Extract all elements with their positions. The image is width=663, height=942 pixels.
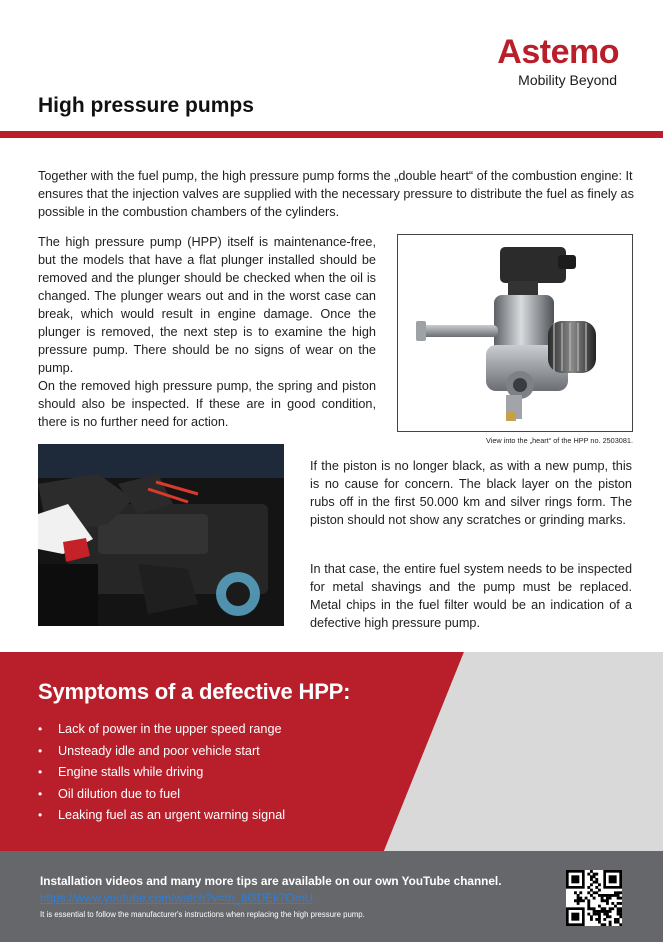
inspection-text: On the removed high pressure pump, the spring and piston should also be inspected. If these are in good condition, there is no further need for action.	[38, 379, 376, 429]
bullet-icon: •	[38, 786, 43, 801]
symptoms-list	[38, 721, 285, 829]
title-divider	[0, 131, 663, 138]
page-title: High pressure pumps	[38, 94, 254, 117]
symptom-item: • Unsteady idle and poor vehicle start	[38, 743, 285, 765]
piston-paragraph: If the piston is no longer black, as with a new pump, this is no cause for concern. The black layer on the piston rubs off in the first 50.000 km and silver rings form. The piston should not show any scratches or grinding marks.	[310, 459, 632, 527]
symptom-item: • Leaking fuel as an urgent warning signal	[38, 807, 285, 829]
brand-name: Astemo	[497, 33, 619, 71]
intro-paragraph: Together with the fuel pump, the high pressure pump forms the „double heart“ of the combustion engine: It ensures that the injection valves are supplied with the necessary pressure to distribute the fuel as finely as possible in the combustion chambers of the cylinders.	[38, 169, 634, 219]
footer-youtube-text: Installation videos and many more tips are available on our own YouTube channel.	[40, 874, 502, 888]
engine-bay-photo	[38, 444, 284, 626]
bullet-icon: •	[38, 808, 43, 822]
bullet-icon: •	[38, 765, 43, 779]
bullet-icon: •	[38, 722, 43, 736]
symptom-item: • Oil dilution due to fuel	[38, 786, 285, 808]
symptom-item: • Engine stalls while driving	[38, 764, 285, 786]
bullet-icon: •	[38, 743, 43, 758]
brand-logo	[497, 34, 619, 88]
symptom-item: • Lack of power in the upper speed range	[38, 721, 285, 743]
pump-image-caption: View into the „heart“ of the HPP no. 2503081.	[486, 436, 633, 445]
engine-bay-illustration	[38, 444, 284, 626]
pump-illustration	[398, 235, 632, 431]
symptoms-heading: Symptoms of a defective HPP:	[38, 679, 351, 704]
brand-tagline: Mobility Beyond	[518, 72, 617, 88]
youtube-link[interactable]: https://www.youtube.com/watch?v=m_8GDEk7OmU	[40, 891, 314, 905]
maintenance-text: The high pressure pump (HPP) itself is maintenance-free, but the models that have a flat plunger installed should be removed and the plunger should be checked when the oil is changed. The plunger wears out and in the worst case can break, which would result in engine damage. Once the plunger is removed, the next step is to examine the high pressure pump. There should be no signs of wear on the pump.	[38, 235, 376, 375]
footer-note: It is essential to follow the manufacturer's instructions when replacing the high pressure pump.	[40, 910, 365, 919]
maintenance-paragraph	[38, 233, 376, 431]
qr-code-icon[interactable]	[566, 870, 622, 926]
pump-image	[397, 234, 633, 432]
replacement-paragraph: In that case, the entire fuel system needs to be inspected for metal shavings and the pump must be replaced. Metal chips in the fuel filter would be an indication of a defective high pressure pump.	[310, 562, 632, 630]
